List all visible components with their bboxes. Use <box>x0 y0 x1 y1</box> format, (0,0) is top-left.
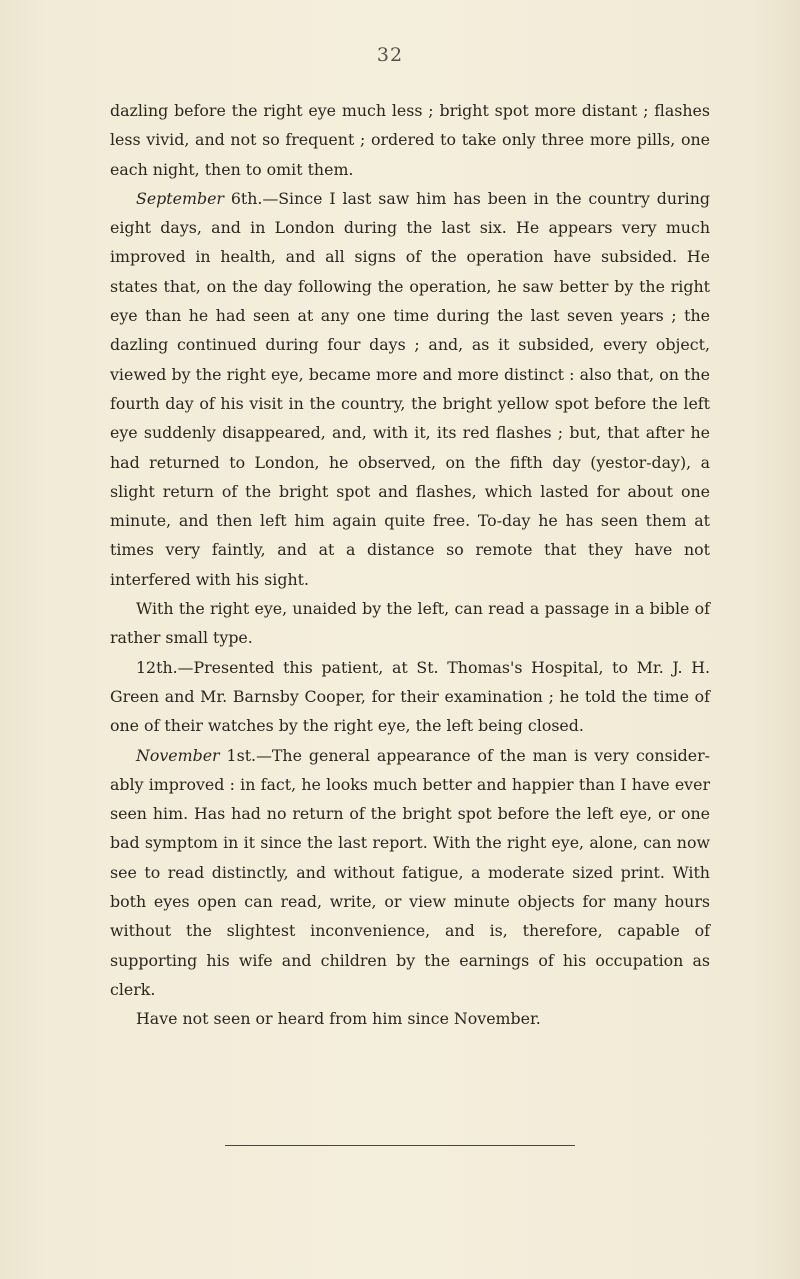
paragraph-text: 6th.—Since I last saw him has been in the country during eight days, and in London during the last six. He appears very much improved in health, and all signs of the operation have subsided. He states that, on the day following the operation, he saw better by the right eye than he had seen at any one time during the last seven years ; the dazling continued during four days ; and, as it subsided, every object, viewed by the right eye, became more and more distinct : also that, on the fourth day of his visit in the country, the bright yellow spot before the left eye suddenly disappeared, and, with it, its red flashes ; but, that after he had returned to London, he observed, on the fifth day (yestor-day), a slight return of the bright spot and flashes, which lasted for about one minute, and then left him again quite free. To-day he has seen them at times very faintly, and at a distance so remote that they have not interfered with his sight. <box>110 188 710 589</box>
month-label: November <box>136 745 220 765</box>
body-text <box>110 96 710 1034</box>
paragraph-1 <box>110 96 710 184</box>
paragraph-text: 12th.—Presented this patient, at St. Thomas's Hospital, to Mr. J. H. Green and Mr. Barnsby Cooper, for their examination ; he told the time of one of their watches by the right eye, the left being closed. <box>110 657 710 736</box>
month-label: September <box>136 188 224 208</box>
paragraph-text: Have not seen or heard from him since November. <box>136 1009 541 1029</box>
paragraph-november-entry <box>110 741 710 1005</box>
paragraph-12th-entry <box>110 653 710 741</box>
paragraph-september-entry <box>110 184 710 594</box>
paragraph-3 <box>110 594 710 653</box>
paragraph-text: dazling before the right eye much less ; bright spot more distant ; flashes less vivid, and not so frequent ; ordered to take only three more pills, one each night, then to omit them. <box>110 101 710 179</box>
paragraph-text: With the right eye, unaided by the left, can read a passage in a bible of rather small type. <box>110 599 710 648</box>
page-number: 32 <box>376 44 404 66</box>
paragraph-6 <box>110 1004 710 1033</box>
section-end-rule <box>225 1145 575 1146</box>
paragraph-text: 1st.—The general appearance of the man is very consider-ably improved : in fact, he looks much better and happier than I have ever seen him. Has had no return of the bright spot before the left eye, or one bad symptom in it since the last report. With the right eye, alone, can now see to read distinctly, and without fatigue, a moderate sized print. With both eyes open can read, write, or view minute objects for many hours without the slightest inconvenience, and is, therefore, capable of supporting his wife and children by the earnings of his occupation as clerk. <box>110 745 710 999</box>
